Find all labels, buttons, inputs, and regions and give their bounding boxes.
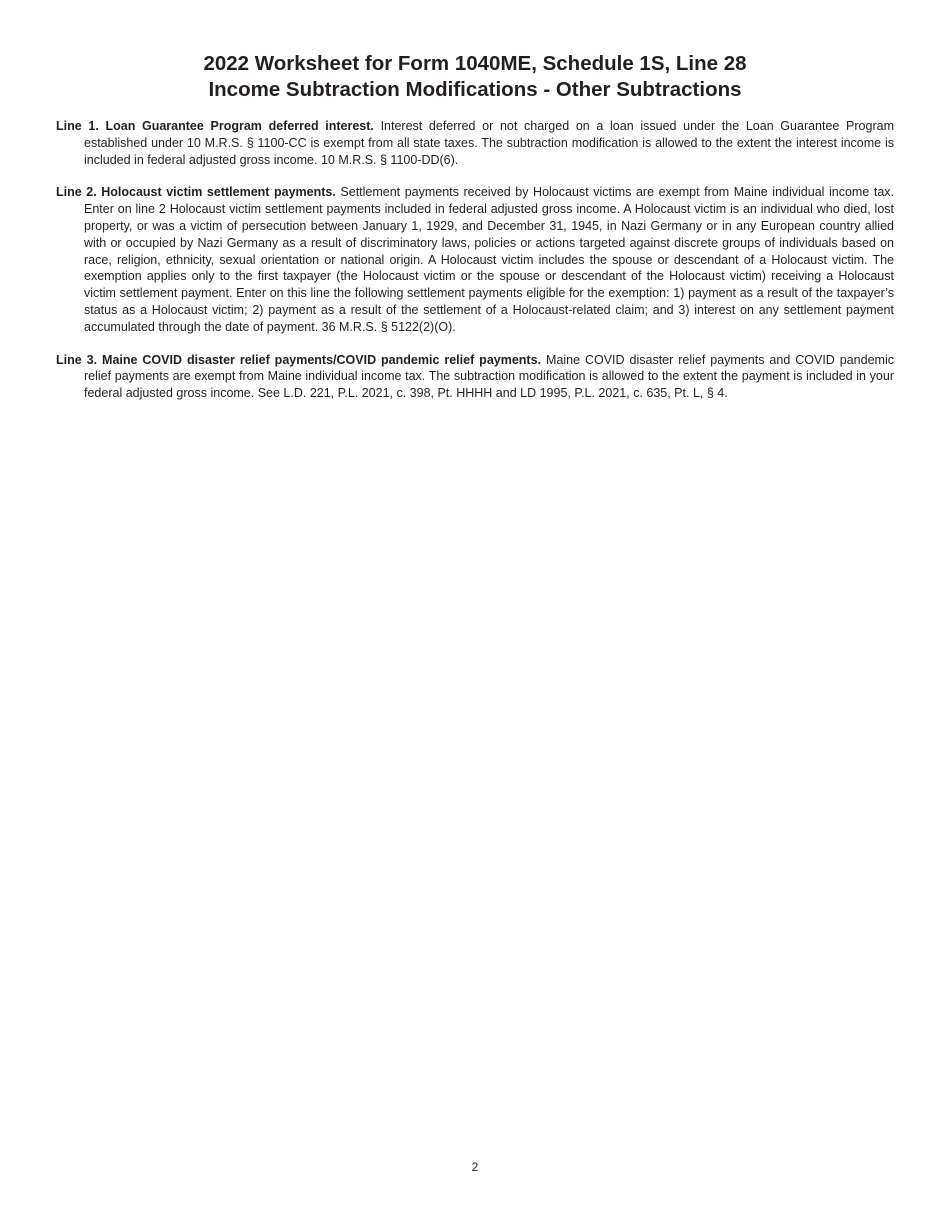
line-2-heading: Line 2. Holocaust victim settlement payments. xyxy=(56,185,336,200)
line-1-heading: Line 1. Loan Guarantee Program deferred interest. xyxy=(56,119,374,133)
line-2-text: Settlement payments received by Holocaust victims are exempt from Maine individual income tax. Enter on line 2 Holocaust victim settlement payments included in federal adjusted gross income. A Holocaust victim is an individual who died, lost property, or was a victim of persecution between January 1, 1929, and December 31, 1945, in Nazi Germany or in any European country allied with or occupied by Nazi Germany as a result of discriminatory laws, policies or actions targeted against discrete groups of individuals based on race, religion, ethnicity, sexual orientation or national origin. A Holocaust victim includes the spouse or descendant of a Holocaust victim. The exemption applies only to the first taxpayer (the Holocaust victim or the spouse or descendant of the Holocaust victim) receiving a Holocaust victim settlement payment. Enter on this line the following settlement payments eligible for the exemption: 1) payment as a result of the taxpayer’s status as a Holocaust victim; 2) payment as a result of the settlement of a Holocaust-related claim; and 3) interest on any settlement payment accumulated through the date of payment. 36 M.R.S. § 5122(2)(O). xyxy=(84,185,894,334)
line-1-instruction xyxy=(56,118,894,168)
page-subtitle: Income Subtraction Modifications - Other Subtractions xyxy=(208,78,742,101)
line-3-text: Maine COVID disaster relief payments and COVID pandemic relief payments are exempt from Maine individual income tax. The subtraction modification is allowed to the extent the payment is included in your federal adjusted gross income. See L.D. 221, P.L. 2021, c. 398, Pt. HHHH and LD 1995, P.L. 2021, c. 635, Pt. L, § 4. xyxy=(84,352,894,401)
line-1-text: Interest deferred or not charged on a loan issued under the Loan Guarantee Program established under 10 M.R.S. § 1100-CC is exempt from all state taxes. The subtraction modification is allowed to the extent the interest income is included in federal adjusted gross income. 10 M.R.S. § 1100-DD(6). xyxy=(84,119,894,167)
line-3-heading: Line 3. Maine COVID disaster relief payments/COVID pandemic relief payments. xyxy=(56,352,542,367)
instructions-body xyxy=(56,118,894,418)
line-3-instruction xyxy=(56,352,894,402)
page-title: 2022 Worksheet for Form 1040ME, Schedule 1S, Line 28 xyxy=(203,52,747,75)
page-number: 2 xyxy=(471,1160,479,1174)
page-header xyxy=(0,51,950,103)
line-2-instruction xyxy=(56,184,894,335)
